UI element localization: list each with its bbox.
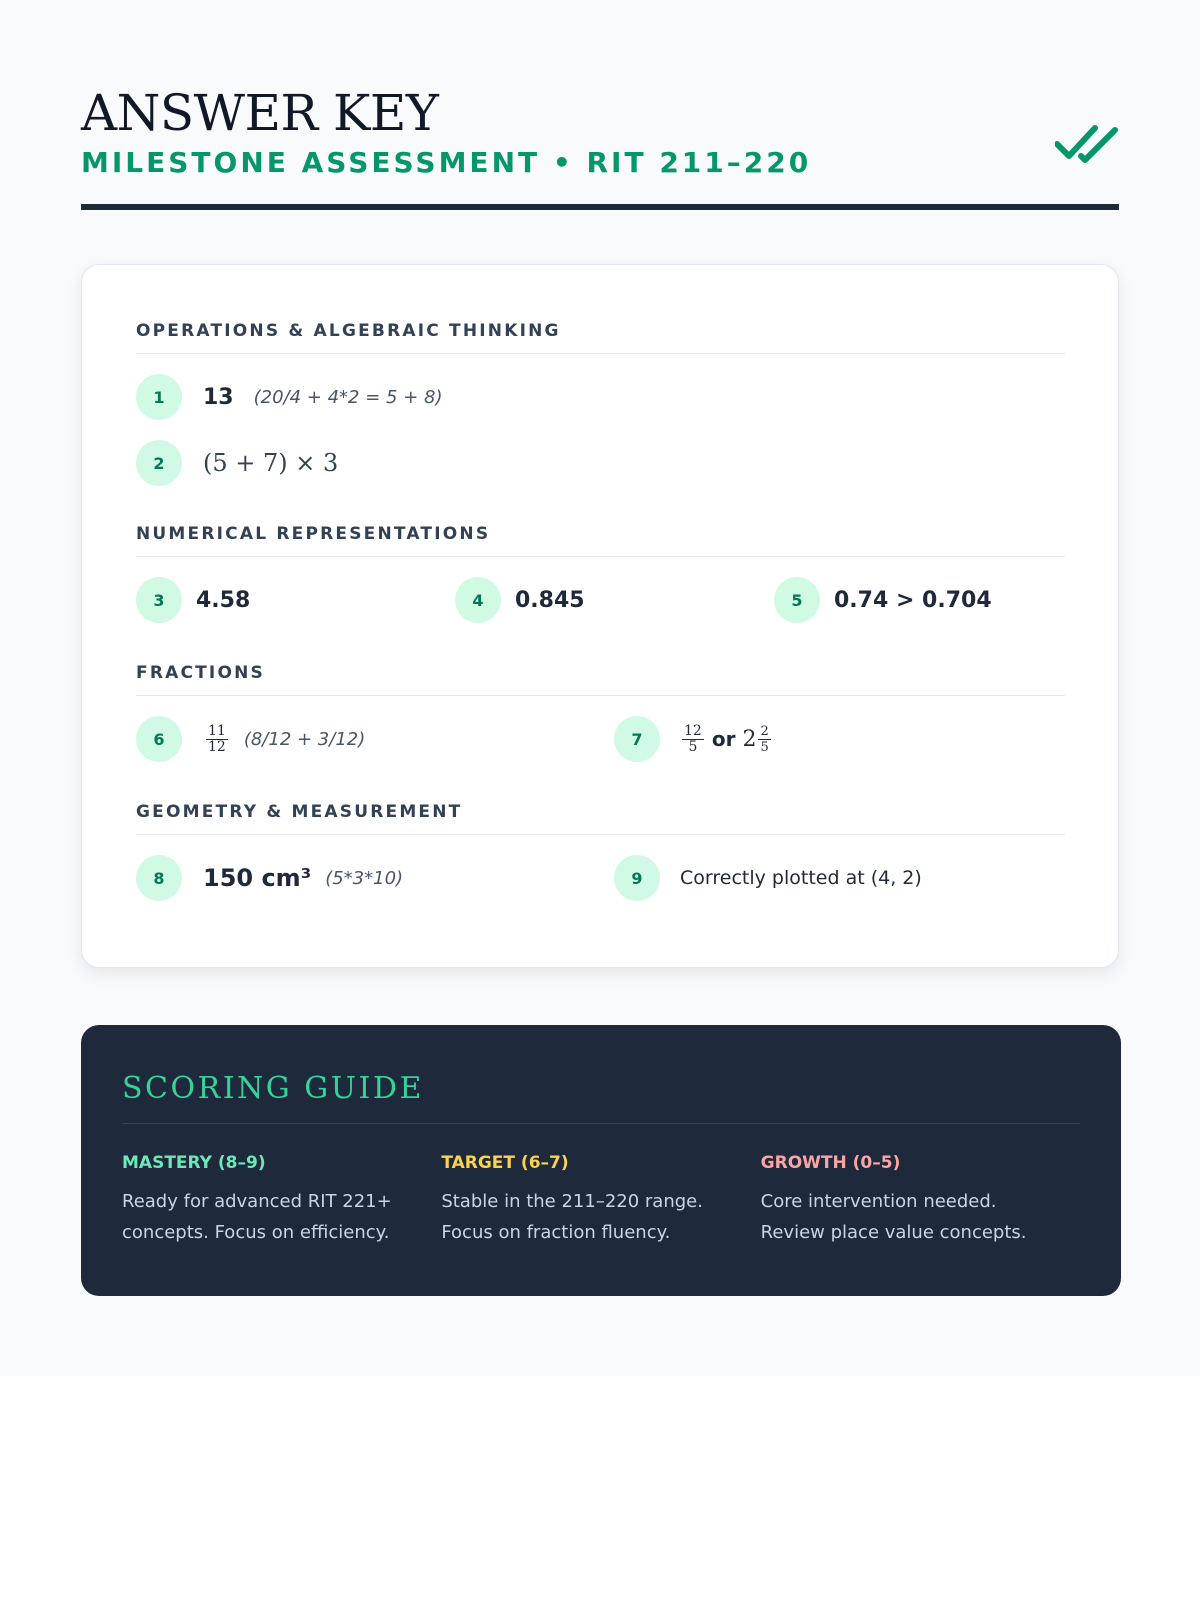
answer-work-note: (5*3*10) — [325, 867, 404, 889]
page-subtitle: MILESTONE ASSESSMENT • RIT 211–220 — [81, 146, 812, 179]
answer-value: Correctly plotted at (4, 2) — [680, 867, 922, 889]
answer-item-7 — [614, 716, 771, 762]
fraction-numerator: 12 — [684, 722, 702, 739]
answer-item-4 — [455, 577, 774, 623]
fraction-answer — [682, 724, 704, 755]
fraction-denominator: 5 — [760, 739, 769, 755]
question-number-badge: 2 — [136, 440, 182, 486]
answer-row-numerical — [136, 577, 1065, 623]
scoring-guide-title: SCORING GUIDE — [122, 1071, 1080, 1124]
scoring-guide-panel — [81, 1025, 1121, 1296]
answer-value: 150 cm³ — [203, 864, 312, 892]
mixed-fraction — [758, 724, 770, 755]
fraction-denominator: 5 — [688, 738, 698, 755]
section-title-numerical: NUMERICAL REPRESENTATIONS — [136, 524, 1065, 557]
answer-item-9 — [614, 855, 922, 901]
scoring-level-label: GROWTH (0–5) — [760, 1153, 901, 1173]
section-title-geometry: GEOMETRY & MEASUREMENT — [136, 802, 1065, 835]
scoring-level-target — [441, 1152, 760, 1248]
fraction-denominator: 12 — [208, 738, 226, 755]
answer-item-1 — [136, 374, 1065, 420]
question-number-badge: 7 — [614, 716, 660, 762]
scoring-level-growth — [761, 1152, 1080, 1248]
answer-work-note: (20/4 + 4*2 = 5 + 8) — [253, 386, 443, 408]
question-number-badge: 1 — [136, 374, 182, 420]
answer-value: 0.74 > 0.704 — [834, 587, 992, 613]
answer-expression: (5 + 7) × 3 — [203, 449, 339, 477]
question-number-badge: 6 — [136, 716, 182, 762]
answer-item-6 — [136, 716, 614, 762]
page-title: ANSWER KEY — [81, 84, 439, 142]
answer-item-3 — [136, 577, 455, 623]
question-number-badge: 3 — [136, 577, 182, 623]
answers-card — [81, 264, 1119, 968]
fraction-numerator: 11 — [208, 722, 226, 739]
scoring-level-label: TARGET (6–7) — [441, 1153, 569, 1173]
answer-row-geometry — [136, 855, 1065, 901]
section-title-fractions: FRACTIONS — [136, 663, 1065, 696]
answer-work-note: (8/12 + 3/12) — [243, 728, 366, 750]
double-check-icon — [1055, 120, 1119, 166]
answer-item-5 — [774, 577, 992, 623]
or-connector: or — [711, 727, 736, 751]
scoring-level-description: Core intervention needed. Review place value concepts. — [760, 1191, 1027, 1243]
scoring-level-description: Ready for advanced RIT 221+ concepts. Focus on efficiency. — [122, 1191, 392, 1243]
question-number-badge: 5 — [774, 577, 820, 623]
scoring-levels — [122, 1152, 1080, 1248]
answer-value: 0.845 — [515, 587, 585, 613]
answer-row-fractions — [136, 716, 1065, 762]
question-number-badge: 8 — [136, 855, 182, 901]
fraction-numerator: 2 — [760, 723, 769, 739]
answer-value: 13 — [203, 384, 234, 410]
answer-item-2 — [136, 440, 1065, 486]
question-number-badge: 9 — [614, 855, 660, 901]
mixed-whole-number: 2 — [742, 726, 757, 752]
scoring-level-label: MASTERY (8–9) — [122, 1153, 266, 1173]
scoring-level-description: Stable in the 211–220 range. Focus on fraction fluency. — [441, 1191, 703, 1243]
fraction-answer — [206, 724, 228, 755]
question-number-badge: 4 — [455, 577, 501, 623]
scoring-level-mastery — [122, 1152, 441, 1248]
section-title-operations: OPERATIONS & ALGEBRAIC THINKING — [136, 321, 1065, 354]
answer-item-8 — [136, 855, 614, 901]
answer-value: 4.58 — [196, 587, 251, 613]
page-header — [81, 82, 1119, 210]
